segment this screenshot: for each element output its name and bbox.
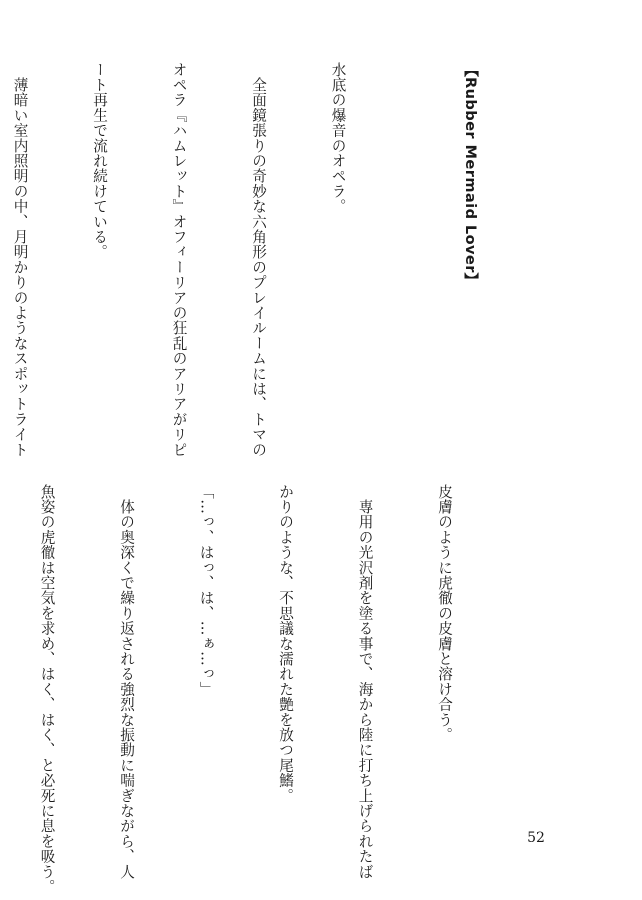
text-line: 薄暗い室内照明の中、月明かりのようなスポットライト xyxy=(11,62,29,458)
text-line: かりのような、不思議な濡れた艶を放つ尾鰭。 xyxy=(277,484,294,804)
upper-text-column xyxy=(11,62,536,458)
text-line: 全面鏡張りの奇妙な六角形のプレイルームには、トマの xyxy=(250,62,267,458)
text-line: 専用の光沢剤を塗る事で、海から陸に打ち上げられたば xyxy=(356,484,374,880)
text-line: 魚姿の虎徹は空気を求め、はく、はく、と必死に息を吸う。 xyxy=(38,484,56,895)
story-title: 【Rubber Mermaid Lover】 xyxy=(462,62,479,288)
text-line: ート再生で流れ続けている。 xyxy=(91,62,108,260)
text-line: 皮膚のように虎徹の皮膚と溶け合う。 xyxy=(436,484,453,743)
lower-text-column xyxy=(38,484,510,895)
text-line: 体の奥深くで繰り返される強烈な振動に喘ぎながら、人 xyxy=(118,484,135,880)
text-line: オペラ『ハムレット』オフィーリアの狂乱のアリアがリピ xyxy=(170,62,188,458)
page-number: 52 xyxy=(527,830,545,846)
text-line: 「…っ、はっ、は、…ぁ…っ」 xyxy=(197,484,215,697)
text-line: 水底の爆音のオペラ。 xyxy=(329,62,347,214)
